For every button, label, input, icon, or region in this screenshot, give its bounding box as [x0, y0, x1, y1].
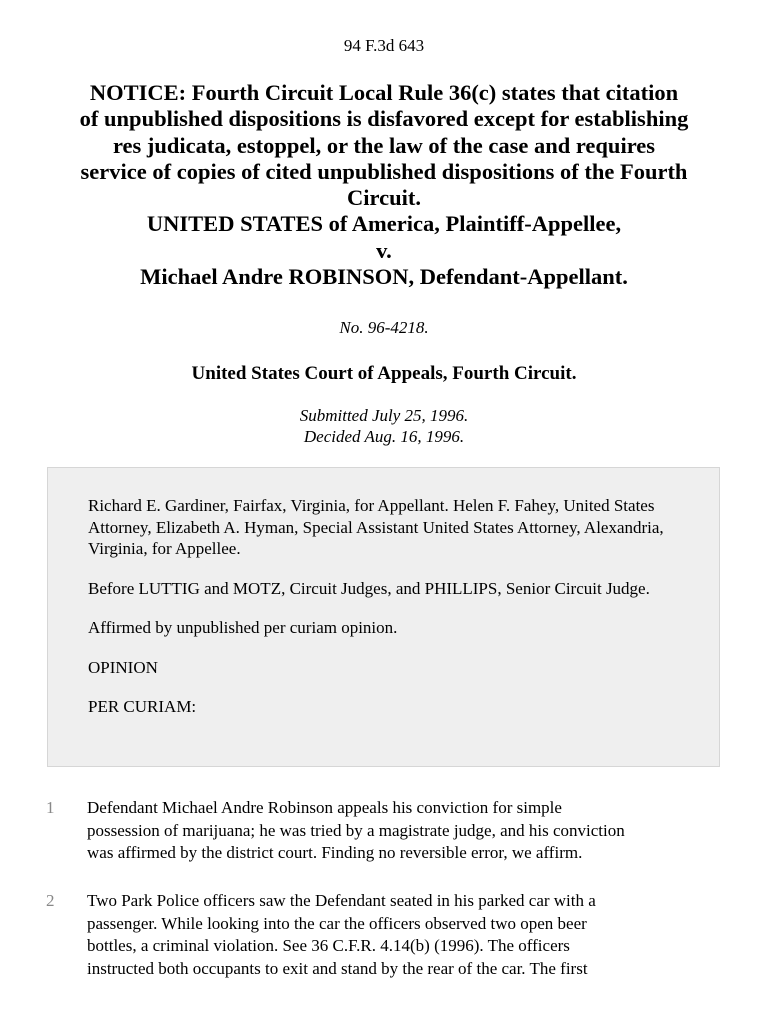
opinion-heading: OPINION [88, 657, 158, 677]
party-plaintiff: UNITED STATES of America, Plaintiff-Appellee, [146, 211, 622, 237]
paragraph-number: 1 [46, 798, 55, 817]
paragraph-line: Two Park Police officers saw the Defendant seated in his parked car with a [87, 891, 596, 910]
paragraph-line: instructed both occupants to exit and stand by the rear of the car. The first [87, 958, 588, 978]
paragraph-line: possession of marijuana; he was tried by a magistrate judge, and his conviction [87, 820, 625, 840]
case-caption [40, 80, 728, 290]
paragraph-text [87, 797, 727, 865]
paragraph-line: was affirmed by the district court. Finding no reversible error, we affirm. [87, 843, 583, 862]
court-name: United States Court of Appeals, Fourth Circuit. [191, 363, 577, 384]
notice-line: res judicata, estoppel, or the law of the case and requires [112, 132, 656, 158]
judges-info: Before LUTTIG and MOTZ, Circuit Judges, and PHILLIPS, Senior Circuit Judge. [88, 578, 650, 598]
disposition: Affirmed by unpublished per curiam opinion. [88, 618, 398, 637]
counsel-info: Richard E. Gardiner, Fairfax, Virginia, for Appellant. Helen F. Fahey, United States Attorney, Elizabeth A. Hyman, Special Assistant United States Attorney, Alexandria, Virginia, for Appellee. [88, 496, 664, 558]
paragraph-number: 2 [46, 891, 55, 910]
opinion-author: PER CURIAM: [88, 697, 197, 716]
submitted-date: Submitted July 25, 1996. [299, 406, 469, 425]
paragraph-line: bottles, a criminal violation. See 36 C.F.R. 4.14(b) (1996). The officers [87, 936, 570, 955]
party-defendant: Michael Andre ROBINSON, Defendant-Appellant. [140, 264, 628, 290]
case-info-panel [47, 467, 720, 767]
notice-line: service of copies of cited unpublished dispositions of the Fourth [80, 158, 688, 184]
case-dates [0, 405, 768, 447]
paragraph-text [87, 890, 727, 980]
notice-line: Circuit. [347, 185, 421, 211]
notice-line: NOTICE: Fourth Circuit Local Rule 36(c) states that citation [89, 80, 679, 105]
versus: v. [376, 237, 392, 263]
paragraph-line: passenger. While looking into the car the officers observed two open beer [87, 913, 587, 933]
paragraph-line: Defendant Michael Andre Robinson appeals his conviction for simple [87, 798, 562, 817]
notice-line: of unpublished dispositions is disfavored except for establishing [79, 106, 689, 132]
reporter-citation: 94 F.3d 643 [343, 36, 425, 55]
decided-date: Decided Aug. 16, 1996. [303, 427, 465, 446]
docket-number: No. 96-4218. [339, 318, 429, 337]
